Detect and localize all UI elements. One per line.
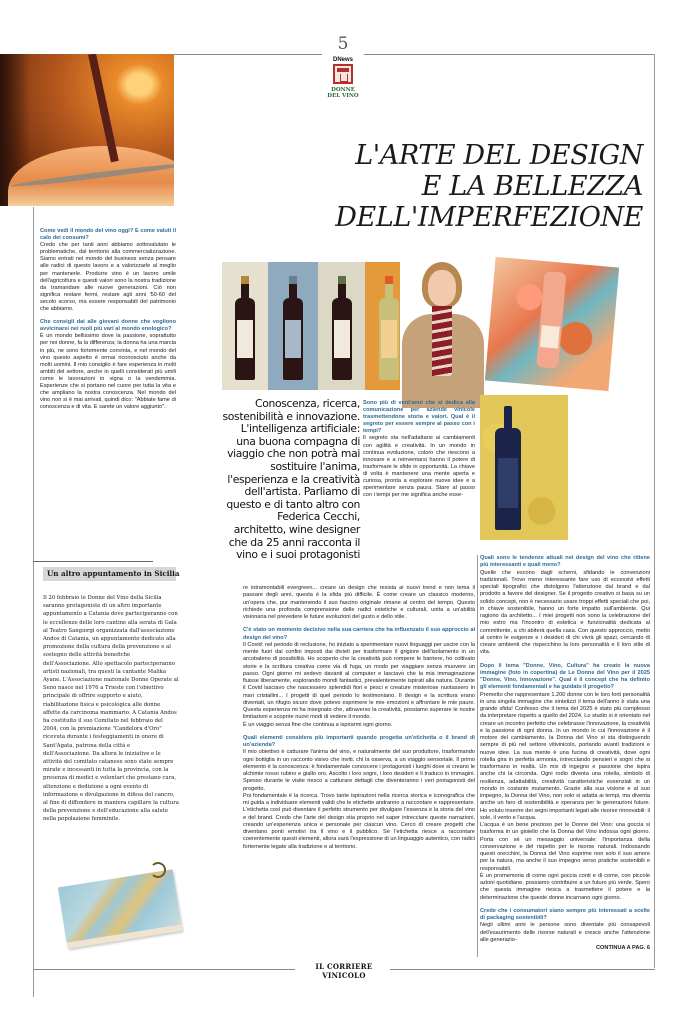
masthead: IL CORRIERE VINICOLO bbox=[315, 962, 373, 980]
question: Quali elementi considera più importanti quando progetta un'etichetta o il brand di un'azienda? bbox=[243, 734, 475, 748]
wine-bottle-labels-photo bbox=[318, 262, 365, 390]
red-wine-gold-background-photo bbox=[480, 395, 568, 540]
answer: Il mio obiettivo è catturare l'anima del vino, e naturalmente del suo produttore, trasformando ogni bottiglia in un racconto visivo che inviti, chi la osserva, a un viaggio sensoriale. Il primo elemento è la conoscenza: è fondamentale conoscere i protagonisti i luoghi dove si creano le alchimie rosso rubino e giallo oro. Ascolto i loro sogni, i loro desideri e li traduco in immagini. Spesso durante le visite riesco a catturare dettagli che diventeranno i veri protagonisti del progetto. bbox=[243, 749, 475, 792]
continue-link[interactable]: CONTINUA A PAG. 6 bbox=[596, 945, 650, 951]
column-divider bbox=[477, 555, 478, 957]
headline bbox=[283, 140, 643, 233]
answer: È un promemoria di come ogni goccia conti e di come, con piccole azioni quotidiane, possiamo contribuire a un futuro più verde. Spero che questa immagine riesca a trasmettere il potere e la determinazione che queste donne incarnano ogni giorno. bbox=[480, 872, 650, 901]
sidebar-top-rule bbox=[33, 561, 153, 562]
notebook-ring-icon bbox=[150, 862, 166, 878]
main-article-column bbox=[243, 585, 475, 851]
wine-bottle-labels-photo bbox=[268, 262, 318, 390]
sicily-map-notebook-photo bbox=[58, 869, 182, 948]
sidebar-title: Un altro appuntamento in Sicilia bbox=[47, 569, 180, 578]
left-frame-rule bbox=[33, 207, 34, 997]
answer: Il segreto sta nell'adattarsi ai cambiamenti con agilità e creatività. In un mondo in continua evoluzione, coloro che riescono a innovare e a reinventarsi hanno il potere di trasformare le sfide in opportunità. La chiave di volta è mantenere una mente aperta e curiosa, pronta a esplorare nuove idee e a sperimentare senza paura. Stare al passo con i tempi per me significa anche esse- bbox=[363, 435, 475, 499]
standfirst: Conoscenza, ricerca, sostenibilità e innovazione. L'intelligenza artificiale: una buona compagna di viaggio che non potrà mai sostituire l'anima, l'esperienza e la creatività dell'artista. Parliamo di questo e di tanto altro con Federica Cecchi, architetto, wine designer che da 25 anni racconta il vino e i suoi protagonisti bbox=[222, 397, 360, 562]
footer-rule-right bbox=[390, 969, 655, 970]
wine-bottle-labels-photo bbox=[222, 262, 268, 390]
question: Come vedi il mondo del vino oggi? E come valuti il calo dei consumi? bbox=[40, 228, 176, 242]
headline-line-3: DELL'IMPERFEZIONE bbox=[335, 202, 643, 233]
question: Che consigli dai alle giovani donne che vogliono avvicinarsi nei ruoli più vari al mondo enologico? bbox=[40, 319, 176, 333]
question: Crede che i consumatori siano sempre più interessati a scelte di packaging sostenibili? bbox=[480, 907, 650, 921]
question: Sono più di vent'anni che si dedica alla comunicazione per aziende vinicole trasmettendone storia e valori. Qual è il segreto per essere sempre al passo con i tempi? bbox=[363, 400, 475, 435]
answer: Negli ultimi anni le persone sono diventate più consapevoli dell'esaurimento delle risorse naturali e cresce anche l'attenzione alle generazio- bbox=[480, 922, 650, 943]
section-label: DNews bbox=[332, 57, 353, 63]
left-qa-column bbox=[40, 228, 176, 411]
question: Dopo il tema "Donne, Vino, Cultura" ha creato la nuova immagine (foto in copertina) de Le Donne del Vino per il 2025 "Donne, Vino, Innovazione". Qual è il concept che ha definito gli elementi fondamentali e ha guidato il progetto? bbox=[480, 662, 650, 691]
answer: Il Covid: nel periodo di reclusione, ho iniziato a sperimentare nuovi linguaggi per uscire con la mente fuori dai confini imposti dai divieti per trasformare il grigiore dell'isolamento in un arcobaleno di possibilità. Ho scoperto che la creatività può rompere le barriere, ho coltivato storie e la scrittura creativa come via di fuga, un modo per viaggiare senza muovere un passo. Ogni giorno mi sedevo davanti al computer e lasciavo che la mia immaginazione fluisse liberamente, esplorando mondi fantastici, prevalentemente ispirati alla natura. Durante il Covid lasciavo che nascessero splendidi fiori e pesci e creature misteriose nuotassero in mari cristallini... I progetti di quel periodo lo testimoniano. Il design e la scrittura erano diventati, un rifugio sicuro dove potevo esprimere le mie emozioni e affrontare le mie paure. Questa esperienza mi ha insegnato che, attraverso la creatività, possiamo superare le nostre limitazioni e scoprire nuovi modi di vedere il mondo. bbox=[243, 641, 475, 721]
answer: Poi fondamentale è la ricerca. Trovo tante ispirazioni nella ricerca storica e iconografica che mi guida a individuare elementi validi che le etichette andranno a raccontare e rappresentare. L'etichetta così può diventare il perfetto strumento per divulgare l'essenza e la storia del vino e del brand. Credo che l'arte del design stia proprio nel saper intrecciare queste narrazioni, creando un'esperienza unica e personale per ciascun vino. Cerco di creare progetti che diventano ponti emotivi tra il vino e il pubblico. Se l'etichetta riesce a raccontare coerentemente questi elementi, allora sarà l'espressione di un linguaggio autentico, con radici fortemente legate alla tradizione e al territorio. bbox=[243, 792, 475, 850]
rose-wine-coral-label-photo bbox=[485, 257, 619, 391]
answer: Quelle che escono dagli schemi, sfidando le convenzioni tradizionali. Trovo meno interessante fare uso di eccessivi effetti speciali tipografici che distolgono l'attenzione dal brand e dal prodotto a favore del designer. Se il progetto creativo si basa su un solido concept, non è necessario usare troppi effetti speciali che poi, in chiave sostenibile, hanno un forte impatto sull'ambiente. Qui ragiono da architetto... I miei progetti non sono la celebrazione del mio estro ma l'incontro di estetica e funzionalità dedicata al committente, a chi abiterà quella casa. Con questo approccio, metto al centro le esigenze e i desideri di chi vivrà gli spazi, cercando di creare ambienti che rispecchino la loro personalità e il loro stile di vita. bbox=[480, 569, 650, 656]
footer-rule-left bbox=[33, 969, 295, 970]
wine-barrel-tasting-photo bbox=[0, 54, 174, 206]
answer: L'acqua è un bene prezioso per le Donne del Vino: una goccia si trasforma in un gioiello che la Donna del Vino indossa ogni giorno. Porta con sé un messaggio universale: l'importanza della conservazione e del rispetto per le risorse naturali. Indossando questi orecchini, la Donna del Vino esprime non solo il suo amore per la natura, ma anche il suo impegno verso pratiche sostenibili e responsabili. bbox=[480, 822, 650, 872]
question: Quali sono le tendenze attuali nel design del vino che ritiene più interessanti e quali meno? bbox=[480, 555, 650, 569]
right-article-column bbox=[480, 555, 650, 952]
page-number: 5 bbox=[337, 34, 349, 54]
right-frame-rule bbox=[654, 54, 655, 968]
sidebar-body: Il 20 febbraio le Donne del Vino della Sicilia saranno protagoniste di un altro importante appuntamento a Catania dove parteciperanno con le eccellenze delle loro cantine alla serata di Gala al Teatro Sangiorgi organizzata dall'associazione Andos di Catania, un appuntamento dedicato alla promozione della cultura della prevenzione e al sostegno delle attività benefiche dell'Associazione. Allo spettacolo parteciperanno artisti nazionali, tra questi la cantante Malika Ayane. L'Associazione nazionale Donne Operate al Seno nasce nel 1976 a Trieste con l'obiettivo principale di offrire supporto e aiuto, riabilitazione fisica e psicologica alle donne affette da carcinoma mammario. A Catania Andos ha costituito il suo Comitato nel febbraio del 2004, con la premiazione "Candelora d'Oro" ricevuta durante i festeggiamenti in onore di Sant'Agata, patrona della città e dell'Associazione. Da allora le iniziative e le attività del comitato catanese sono state sempre mirate e incessanti in tutta la provincia, con la presenza di medici e volontari che prestano cura, attenzione e dedizione a ogni evento di informazione e divulgazione in difesa del cancro, al fine di diffondere in maniera capillare la cultura della prevenzione e dell'educazione alla salute nella popolazione femminile. bbox=[43, 595, 179, 823]
answer: re intramontabili evergreen... creare un design che resista ai nuovi trend e non tema il passare degli anni, questa è la sfida più difficile. È come creare un classico moderno, un'opera che, pur mantenendo il suo fascino originale rimane al centro del tempo. Questo richiede una profonda comprensione delle radici estetiche e culturali, unita a un'abilità visionaria nel prevedere le future evoluzioni del gusto e dello stile. bbox=[243, 585, 475, 620]
answer: Premetto che rappresentare 1.200 donne con le loro forti personalità in una singola immagine che sintetizzi il tema dell'anno è stata una grande sfida! Confesso che il tema del 2025 è stato più complesso da interpretare rispetto a quello del 2024. Lo studio si è orientato nel creare un incontro perfetto che celebrasse l'innovazione, la creatività e la passione di ogni donna. In un mondo in cui l'innovazione è il motore del cambiamento, la Donna del Vino si sta distinguendo sempre di più nel settore vitivinicolo, portando avanti tradizioni e nuove idee. La sua mente è una fucina di creatività, dove ogni rotella gira in perfetta armonia, intrecciando pensieri e sogni che si trasformano in realtà. Un mix di ingegno e passione che ispira anche chi la circonda. Ogni rodio diventa una rotella, simbolo di resilienza, adattabilità, creatività caratteristiche essenziali in un mondo in costante mutamento. Grazie alla sua visione e al suo impegno, la Donna del Vino, non solo si adatta ai tempi, ma diventa anche un faro di sostenibilità e speranza per le generazioni future. Ho voluto inserire dei segni importanti legati alle risorse rinnovabili: il sole, il vento e l'acqua. bbox=[480, 691, 650, 821]
header-rule-right bbox=[364, 54, 655, 55]
question: C'è stato un momento decisivo nella sua carriera che ha influenzato il suo approccio al design del vino? bbox=[243, 627, 475, 641]
logo-text: DONNE DEL VINO bbox=[327, 87, 359, 99]
narrow-qa-column bbox=[363, 400, 475, 499]
answer: È un viaggio senza fine che continua a ispirarmi ogni giorno. bbox=[243, 721, 393, 728]
federica-cecchi-portrait-photo bbox=[400, 258, 484, 408]
answer: È un mondo bellissimo dove la passione, soprattutto per noi donne, fa la differenza; la donna ha una marcia in più, ne sono fortemente convinta, e nel mondo del vino questo aspetto è ormai riconosciuto anche da molti uomini. Il mio consiglio è fare esperienza in molti ambiti del settore, anche in quelli considerati più umili come le lavorazioni in vigna o la vendemmia. Esperienze che si portano nel cuore per tutta la vita e che ampliano la nostra conoscenza. Nel mondo del vino non si è mai arrivati, quindi dico: "Abbiate fame di conoscenza e di vita. E sarete un valore aggiunto". bbox=[40, 333, 176, 411]
headline-line-2: E LA BELLEZZA bbox=[421, 171, 643, 202]
headline-line-1: L'ARTE DEL DESIGN bbox=[355, 140, 643, 171]
answer: Credo che per tanti anni abbiamo sottovalutato le problematiche, dal territorio alla commercializzazione. Siamo entrati nel mondo del business senza pensare alle radici di questo lavoro e a valorizzarle al meglio per mantenerle. Produrre vino è un lavoro umile dell'agricoltura e questi valori sono la nostra tradizione da tramandare alle nuove generazioni. Ciò non significa restare fermi, restare agli anni '50-60 del secolo scorso, ma essere responsabili del patrimonio che abbiamo. bbox=[40, 242, 176, 313]
donne-del-vino-logo-icon bbox=[333, 64, 353, 84]
header-rule-left bbox=[174, 54, 322, 55]
